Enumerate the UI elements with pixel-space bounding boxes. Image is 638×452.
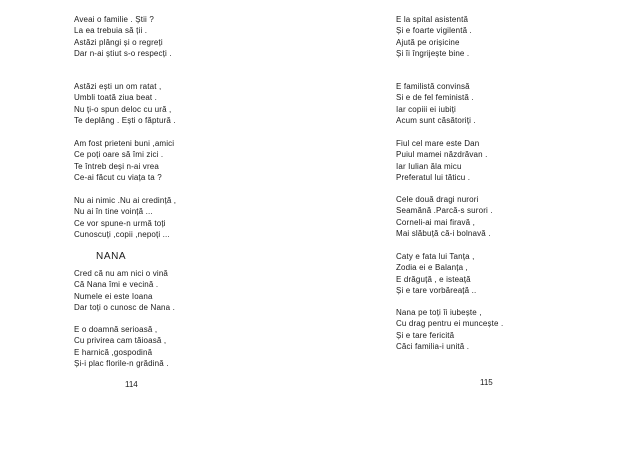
poem-stanza-1 bbox=[74, 268, 175, 313]
poem-stanza-2 bbox=[74, 324, 169, 369]
stanza-5 bbox=[396, 251, 476, 296]
verse-line: Umbli toată ziua beat . bbox=[74, 93, 158, 103]
verse-line: Acum sunt căsătoriți . bbox=[396, 115, 476, 125]
verse-line: Cu drag pentru ei muncește . bbox=[396, 319, 504, 329]
verse-line: Cele două dragi nurori bbox=[396, 195, 479, 204]
verse-line: Si e de fel feministă . bbox=[396, 93, 474, 103]
verse-line: E la spital asistentă bbox=[396, 15, 469, 24]
verse-line: Te întreb deși n-ai vrea bbox=[74, 161, 159, 171]
verse-line: Mai slăbuță că-i bolnavă . bbox=[396, 228, 491, 238]
verse-line: Nana pe toți îi iubește , bbox=[396, 308, 482, 317]
stanza-6 bbox=[396, 307, 503, 352]
verse-line: Seamănă .Parcă-s surori . bbox=[396, 206, 493, 216]
verse-line: E familistă convinsă bbox=[396, 82, 470, 91]
verse-line: E o doamnă serioasă , bbox=[74, 325, 158, 334]
verse-line: Aveai o familie . Știi ? bbox=[74, 15, 154, 24]
verse-line: Iar Iulian ăla micu bbox=[396, 161, 462, 171]
verse-line: Astăzi plângi și o regreți bbox=[74, 37, 163, 47]
verse-line: Caty e fata lui Tanța , bbox=[396, 252, 475, 261]
verse-line: Ce vor spune-n urmă toți bbox=[74, 218, 166, 228]
verse-line: Căci familia-i unită . bbox=[396, 341, 470, 351]
verse-line: Te deplâng . Ești o făptură . bbox=[74, 115, 176, 125]
stanza-4 bbox=[74, 195, 176, 240]
stanza-1 bbox=[74, 14, 172, 59]
verse-line: Dar toți o cunosc de Nana . bbox=[74, 302, 175, 312]
verse-line: Puiul mamei năzdrăvan . bbox=[396, 150, 488, 160]
stanza-4 bbox=[396, 194, 493, 239]
stanza-3 bbox=[74, 138, 174, 183]
verse-line: Astăzi ești un om ratat , bbox=[74, 82, 162, 91]
verse-line: Și e tare vorbăreață .. bbox=[396, 285, 477, 295]
verse-line: Fiul cel mare este Dan bbox=[396, 139, 480, 148]
verse-line: Am fost prieteni buni ,amici bbox=[74, 139, 175, 148]
stanza-2 bbox=[396, 81, 476, 126]
verse-line: Nu ai nimic .Nu ai credință , bbox=[74, 196, 177, 205]
verse-line: Că Nana îmi e vecină . bbox=[74, 280, 159, 290]
verse-line: Nu ai în tine voință ... bbox=[74, 207, 153, 217]
verse-line: Ce poți oare să îmi zici . bbox=[74, 150, 164, 160]
verse-line: E harnică ,gospodină bbox=[74, 347, 153, 357]
verse-line: Iar copiii ei iubiți bbox=[396, 104, 456, 114]
verse-line: Și e foarte vigilentă . bbox=[396, 26, 472, 36]
verse-line: Corneli-ai mai firavă , bbox=[396, 217, 476, 227]
verse-line: Numele ei este Ioana bbox=[74, 291, 153, 301]
poem-title: NANA bbox=[96, 251, 127, 262]
stanza-3 bbox=[396, 138, 488, 183]
stanza-2 bbox=[74, 81, 176, 126]
verse-line: Nu ți-o spun deloc cu ură , bbox=[74, 104, 172, 114]
verse-line: Cred că nu am nici o vină bbox=[74, 269, 169, 278]
verse-line: E drăguță , e isteață bbox=[396, 274, 471, 284]
verse-line: Și-i plac florile-n grădină . bbox=[74, 358, 169, 368]
verse-line: Ce-ai făcut cu viața ta ? bbox=[74, 172, 162, 182]
page-number: 114 bbox=[125, 380, 138, 389]
verse-line: La ea trebuia să ții . bbox=[74, 26, 148, 36]
verse-line: Și e tare fericită bbox=[396, 330, 455, 340]
page-number: 115 bbox=[480, 378, 493, 387]
verse-line: Zodia ei e Balanța , bbox=[396, 263, 468, 273]
stanza-1 bbox=[396, 14, 472, 59]
verse-line: Ajută pe orișicine bbox=[396, 37, 460, 47]
verse-line: Dar n-ai știut s-o respecți . bbox=[74, 48, 172, 58]
verse-line: Cunoscuți ,copii ,nepoți ... bbox=[74, 229, 170, 239]
verse-line: Și îi îngrijește bine . bbox=[396, 48, 470, 58]
verse-line: Cu privirea cam tăioasă , bbox=[74, 336, 167, 346]
verse-line: Preferatul lui tăticu . bbox=[396, 172, 471, 182]
